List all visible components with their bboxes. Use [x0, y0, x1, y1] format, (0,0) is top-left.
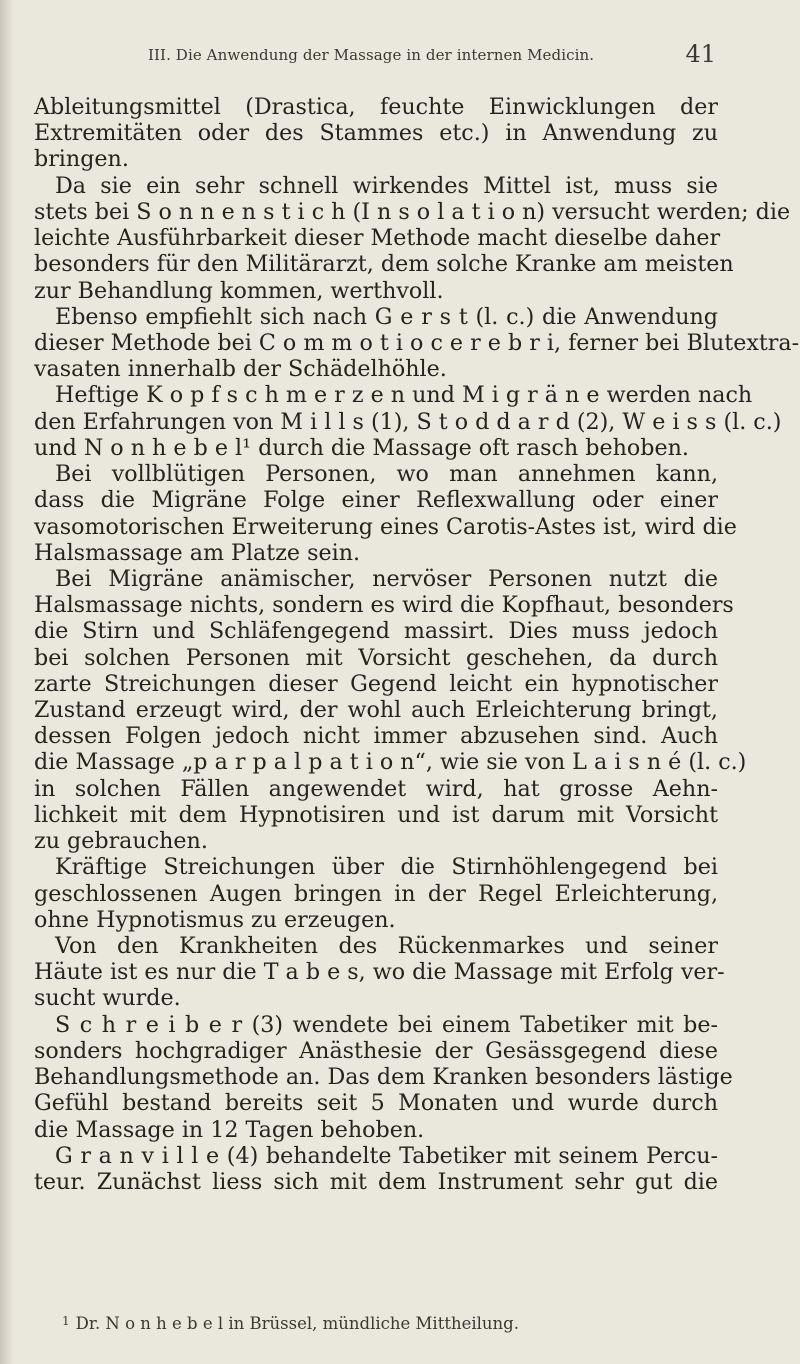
text-line: vasomotorischen Erweiterung eines Carotis-Astes ist, wird die [34, 513, 737, 540]
text-line: besonders für den Militärarzt, dem solche Kranke am meisten [34, 251, 734, 278]
text-line: Gefühl bestand bereits seit 5 Monaten und wurde durch [34, 1090, 718, 1117]
text-line: G r a n v i l l e (4) behandelte Tabetiker mit seinem Percu- [55, 1142, 718, 1169]
body-text [34, 94, 800, 1195]
text-line: Häute ist es nur die T a b e s, wo die Massage mit Erfolg ver- [34, 959, 725, 986]
text-line: dessen Folgen jedoch nicht immer abzusehen sind. Auch [34, 723, 718, 750]
text-line: zur Behandlung kommen, werthvoll. [34, 277, 444, 304]
text-line: Behandlungsmethode an. Das dem Kranken besonders lästige [34, 1064, 733, 1091]
text-line: ohne Hypnotismus zu erzeugen. [34, 906, 396, 933]
running-head-title: III. Die Anwendung der Massage in der internen Medicin. [148, 46, 595, 64]
text-line: Ebenso empfiehlt sich nach G e r s t (l. c.) die Anwendung [55, 303, 718, 330]
text-line: zu gebrauchen. [34, 828, 208, 855]
text-line: Bei Migräne anämischer, nervöser Personen nutzt die [55, 565, 718, 592]
text-line: Da sie ein sehr schnell wirkendes Mittel ist, muss sie [55, 172, 718, 199]
text-line: geschlossenen Augen bringen in der Regel Erleichterung, [34, 880, 718, 907]
text-line: zarte Streichungen dieser Gegend leicht ein hypnotischer [34, 670, 718, 697]
text-line: die Stirn und Schläfengegend massirt. Dies muss jedoch [34, 618, 718, 645]
text-line: Halsmassage am Platze sein. [34, 539, 361, 566]
text-line: sonders hochgradiger Anästhesie der Gesässgegend diese [34, 1037, 718, 1064]
text-line: bringen. [34, 146, 129, 173]
footnote-text: Dr. N o n h e b e l in Brüssel, mündliche Mittheilung. [75, 1314, 519, 1333]
text-line: vasaten innerhalb der Schädelhöhle. [34, 356, 447, 383]
text-line: in solchen Fällen angewendet wird, hat grosse Aehn- [34, 775, 718, 802]
text-line: dass die Migräne Folge einer Reflexwallung oder einer [34, 487, 718, 514]
text-line: Halsmassage nichts, sondern es wird die Kopfhaut, besonders [34, 592, 734, 619]
text-line: Heftige K o p f s c h m e r z e n und M i g r ä n e werden nach [55, 382, 753, 409]
page-number: 41 [685, 40, 716, 68]
text-line: stets bei S o n n e n s t i c h (I n s o l a t i o n) versucht werden; die [34, 198, 791, 225]
text-line: die Massage in 12 Tagen behoben. [34, 1116, 425, 1143]
footnote [62, 1314, 722, 1333]
text-line: S c h r e i b e r (3) wendete bei einem Tabetiker mit be- [55, 1011, 718, 1038]
text-line: Extremitäten oder des Stammes etc.) in Anwendung zu [34, 120, 718, 147]
text-line: den Erfahrungen von M i l l s (1), S t o d d a r d (2), W e i s s (l. c.) [34, 408, 782, 435]
footnote-mark: 1 [62, 1314, 70, 1328]
text-line: die Massage „p a r p a l p a t i o n“, wie sie von L a i s n é (l. c.) [34, 749, 747, 776]
text-line: Von den Krankheiten des Rückenmarkes und seiner [55, 933, 718, 959]
text-line: bei solchen Personen mit Vorsicht geschehen, da durch [34, 644, 718, 671]
text-line: dieser Methode bei C o m m o t i o c e r e b r i, ferner bei Blutextra- [34, 329, 800, 356]
text-line: Kräftige Streichungen über die Stirnhöhlengegend bei [55, 854, 718, 881]
text-line: leichte Ausführbarkeit dieser Methode macht dieselbe daher [34, 225, 721, 252]
text-line: Zustand erzeugt wird, der wohl auch Erleichterung bringt, [34, 697, 718, 724]
text-line: sucht wurde. [34, 985, 181, 1012]
text-line: Ableitungsmittel (Drastica, feuchte Einwicklungen der [34, 94, 718, 120]
text-line: Bei vollblütigen Personen, wo man annehmen kann, [55, 461, 718, 488]
text-line: teur. Zunächst liess sich mit dem Instrument sehr gut die [34, 1168, 718, 1195]
running-head [148, 40, 716, 70]
text-line: lichkeit mit dem Hypnotisiren und ist darum mit Vorsicht [34, 801, 718, 828]
text-line: und N o n h e b e l¹ durch die Massage oft rasch behoben. [34, 434, 689, 461]
